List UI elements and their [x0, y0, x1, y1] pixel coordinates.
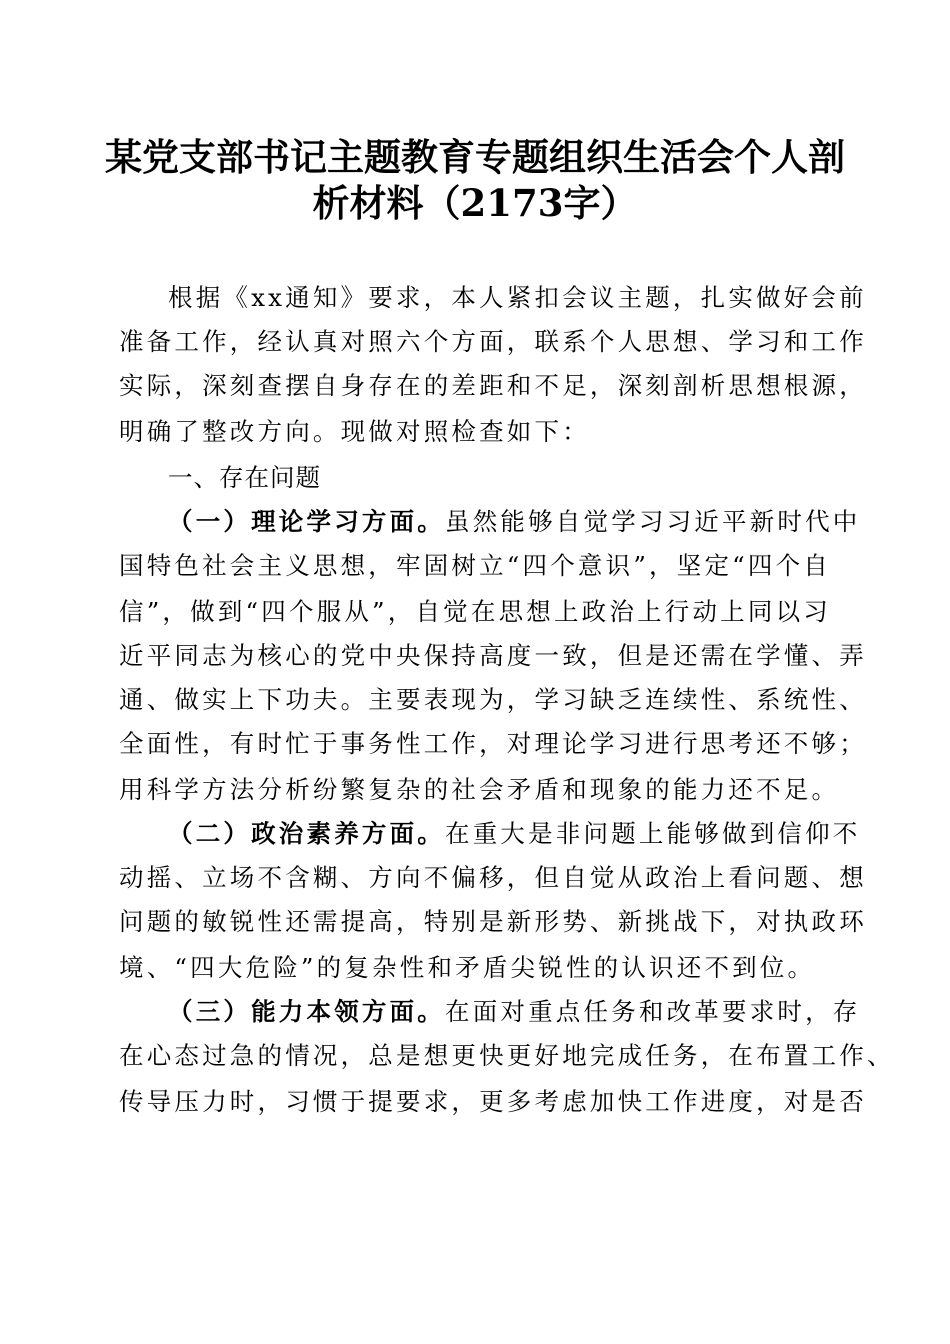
intro-line-3: 实际，深刻查摆自身存在的差距和不足，深刻剖析思想根源，	[119, 371, 867, 400]
document-title-line-2: 析材料（2173字）	[312, 181, 638, 225]
intro-line-1: 根据《xx通知》要求，本人紧扣会议主题，扎实做好会前	[168, 283, 867, 312]
para1-first-line	[168, 500, 888, 544]
para1-line: 用科学方法分析纷繁复杂的社会矛盾和现象的能力还不足。	[119, 775, 840, 804]
intro-line-2: 准备工作，经认真对照六个方面，联系个人思想、学习和工作	[119, 327, 867, 356]
para1-line: 通、做实上下功夫。主要表现为，学习缺乏连续性、系统性、	[119, 685, 867, 714]
intro-line-4: 明确了整改方向。现做对照检查如下：	[119, 417, 590, 446]
section-heading-problems: 一、存在问题	[168, 463, 321, 492]
document-title-line-1: 某党支部书记主题教育专题组织生活会个人剖	[105, 135, 845, 179]
para1-line: 近平同志为核心的党中央保持高度一致，但是还需在学懂、弄	[119, 641, 867, 670]
para1-line: 国特色社会主义思想，牢固树立“四个意识”，坚定“四个自	[119, 551, 831, 580]
para1-subheading: （一）理论学习方面。	[168, 507, 445, 536]
para1-line: 信”，做到“四个服从”，自觉在思想上政治上行动上同以习	[119, 597, 831, 626]
para2-subheading: （二）政治素养方面。	[168, 819, 445, 848]
para2-line: 境、“四大危险”的复杂性和矛盾尖锐性的认识还不到位。	[119, 953, 816, 982]
para3-subheading: （三）能力本领方面。	[168, 997, 445, 1026]
para3-first-line	[168, 990, 888, 1034]
para2-line: 问题的敏锐性还需提高，特别是新形势、新挑战下，对执政环	[119, 907, 867, 936]
para2-first-line-text: 在重大是非问题上能够做到信仰不	[445, 819, 861, 848]
para3-line: 传导压力时，习惯于提要求，更多考虑加快工作进度，对是否	[119, 1087, 867, 1116]
para2-first-line	[168, 812, 888, 856]
para1-line: 全面性，有时忙于事务性工作，对理论学习进行思考还不够；	[119, 729, 867, 758]
para2-line: 动摇、立场不含糊、方向不偏移，但自觉从政治上看问题、想	[119, 863, 867, 892]
para1-first-line-text: 虽然能够自觉学习习近平新时代中	[445, 507, 861, 536]
para3-first-line-text: 在面对重点任务和改革要求时，存	[445, 997, 861, 1026]
para3-line: 在心态过急的情况，总是想更快更好地完成任务，在布置工作、	[119, 1041, 895, 1070]
